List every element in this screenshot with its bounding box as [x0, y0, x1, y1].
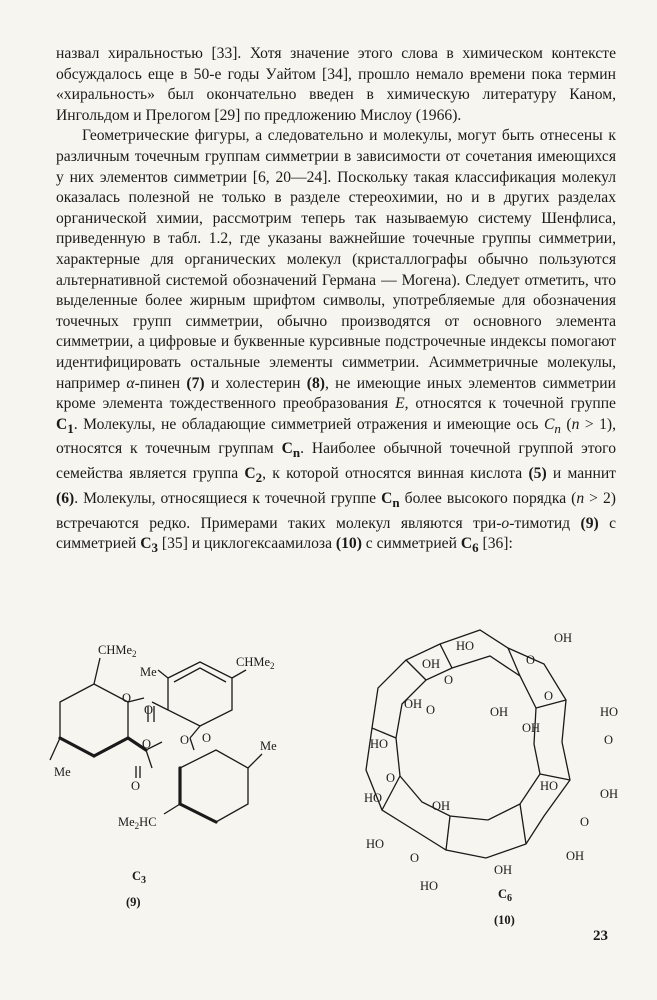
group-C2-sub: 2 — [255, 470, 263, 486]
ho-3: HO — [600, 705, 619, 719]
ester-bridges — [128, 698, 200, 778]
group-Cn-2-letter: C — [381, 489, 393, 507]
ring-bottom — [164, 750, 262, 822]
n-symbol: n — [571, 415, 580, 433]
group-C3-letter: C — [140, 535, 152, 553]
axis-Cn-letter: C — [544, 415, 555, 433]
p2-text-5: , относятся к точечной группе — [404, 395, 616, 413]
p2-text-17: [35] и циклогексаамилоза — [158, 535, 336, 553]
oh-9: OH — [494, 863, 513, 877]
ring-top — [158, 662, 246, 726]
ho-2: HO — [370, 737, 389, 751]
group-C1-letter: C — [56, 415, 68, 433]
paragraph-2 — [56, 126, 616, 558]
group-C3-sub: 3 — [151, 540, 159, 556]
page-number: 23 — [593, 928, 608, 944]
axis-Cn — [544, 415, 561, 436]
p2-text-11: и маннит — [546, 465, 616, 483]
paragraph-1-text: назвал хиральностью [33]. Хотя значение этого слова в химическом контексте обсуждалось еще в 50-е годы Уайтом [34], прошло немало времени пока термин «хиральность» был окончательно введен в химическую литературу Каном, Ингольдом и Прелогом [29] по предложению Мислоу (1966). — [56, 45, 616, 124]
p2-text-16: с симметрией — [56, 514, 616, 553]
compound-6: (6) — [56, 489, 75, 507]
figures — [40, 618, 620, 928]
p2-text-15: -тимотид — [509, 514, 581, 532]
label-o-6: O — [131, 779, 141, 793]
ho-7: HO — [420, 879, 439, 893]
oh-4: OH — [490, 705, 509, 719]
group-C6-letter: C — [460, 535, 473, 553]
group-Cn-2 — [381, 489, 400, 510]
p2-text-9: . Наиболее обычной точечной группой этого семейства является группа — [56, 440, 616, 483]
label-me-right: Me — [260, 739, 277, 753]
p2-text-4: , не имеющие иных элементов симметрии кроме элемента тождественного преобразования — [56, 374, 616, 413]
o-1: O — [444, 673, 454, 687]
compound-label-10: (10) — [494, 913, 515, 927]
group-C3 — [140, 535, 159, 556]
label-o-5: O — [180, 733, 190, 747]
compound-10: (10) — [335, 535, 362, 553]
label-chme2-top: CHMe$_2$ — [98, 643, 137, 659]
p2-text-19: [36]: — [478, 535, 513, 553]
oh-5: OH — [522, 721, 541, 735]
label-me-left: Me — [54, 765, 71, 779]
symmetry-C3: $C_3$ — [132, 869, 147, 886]
alpha-symbol: α — [126, 374, 135, 392]
o-8: O — [410, 851, 420, 865]
structure-9-tri-o-thymotide — [40, 618, 300, 918]
group-Cn — [281, 440, 301, 461]
ho-5: HO — [540, 779, 559, 793]
o-7: O — [580, 815, 590, 829]
paragraph-1 — [56, 44, 616, 126]
p2-text-6: . Молекулы, не обладающие симметрией отражения и имеющие ось — [73, 415, 545, 433]
p2-text-2: -пинен — [134, 374, 187, 392]
oh-8: OH — [566, 849, 585, 863]
p2-text-14: > 2) встречаются редко. Примерами таких молекул являются три- — [56, 489, 616, 532]
group-Cn-sub: n — [292, 445, 301, 461]
group-Cn-letter: C — [281, 440, 293, 458]
ho-6: HO — [366, 837, 385, 851]
compound-7: (7) — [186, 374, 205, 392]
label-chme2-right: CHMe$_2$ — [236, 655, 275, 671]
group-C2-letter: C — [244, 465, 256, 483]
oh-7: OH — [432, 799, 451, 813]
p2-text-13: более высокого порядка ( — [399, 489, 577, 507]
o-2: O — [526, 653, 536, 667]
group-C1 — [56, 415, 74, 436]
group-C6-sub: 6 — [472, 540, 479, 556]
compound-8: (8) — [306, 374, 325, 392]
p2-text-10: , к которой относятся винная кислота — [262, 465, 529, 483]
oh-6: OH — [600, 787, 619, 801]
compound-label-9: (9) — [126, 895, 141, 909]
compound-5: (5) — [528, 465, 547, 483]
p2-text-7: ( — [560, 415, 572, 433]
ho-1: HO — [456, 639, 475, 653]
symmetry-C6: $C_6$ — [498, 887, 513, 904]
group-C6 — [460, 535, 479, 556]
label-o-1: O — [122, 691, 132, 705]
group-C1-sub: 1 — [67, 420, 74, 436]
p2-text-3: и холестерин — [204, 374, 307, 392]
oh-1: OH — [554, 631, 573, 645]
o-4: O — [544, 689, 554, 703]
label-o-2: O — [144, 703, 154, 717]
group-C2 — [244, 465, 263, 486]
p2-text-1: Геометрические фигуры, а следовательно и молекулы, могут быть отнесены к различным точечным группам симметрии в зависимости от сочетания имеющихся у них элементов симметрии [6, 20—24]. Поскольку такая классификация молекул оказалась полезной не только в разделе стереохимии, но и в других разделах органической химии, рассмотрим теперь так называемую систему Шенфлиса, приведенную в табл. 1.2, где указаны важнейшие точечные группы симметрии, характерные для органических молекул (кристаллографы обычно пользуются альтернативной системой обозначений Германа — Могена). Следует отметить, что выделенные более жирным шрифтом символы, употребляемые для обозначения точечных групп симметрии, обычно производятся от основного элемента симметрии, а цифровые и буквенные курсивные подстрочечные индексы помогают идентифицировать остальные элементы симметрии. Асимметричные молекулы, например — [56, 127, 616, 392]
ortho-prefix: о — [501, 514, 510, 532]
n-symbol-2: n — [576, 489, 585, 507]
oh-2: OH — [422, 657, 441, 671]
label-me-mid: Me — [140, 665, 157, 679]
compound-9: (9) — [580, 514, 599, 532]
text-body — [56, 44, 616, 559]
axis-Cn-sub: n — [554, 420, 561, 436]
o-3: O — [426, 703, 436, 717]
p2-text-12: . Молекулы, относящиеся к точечной группе — [74, 489, 382, 507]
ho-4: HO — [364, 791, 383, 805]
group-Cn-2-sub: n — [392, 494, 400, 510]
o-5: O — [604, 733, 614, 747]
identity-E: E — [395, 395, 405, 413]
o-6: O — [386, 771, 396, 785]
label-o-3: O — [202, 731, 212, 745]
label-me2hc: $Me_2HC$ — [118, 815, 157, 831]
ring-left — [50, 658, 128, 760]
p2-text-18: с симметрией — [361, 535, 461, 553]
ring-connectors — [372, 644, 570, 850]
oh-3: OH — [404, 697, 423, 711]
structure-10-cyclohexaamylose — [330, 604, 619, 927]
label-o-4: O — [142, 737, 152, 751]
glucose-ring-outline — [366, 630, 573, 858]
p2-text-8: > 1), относятся к точечным группам — [56, 415, 617, 458]
